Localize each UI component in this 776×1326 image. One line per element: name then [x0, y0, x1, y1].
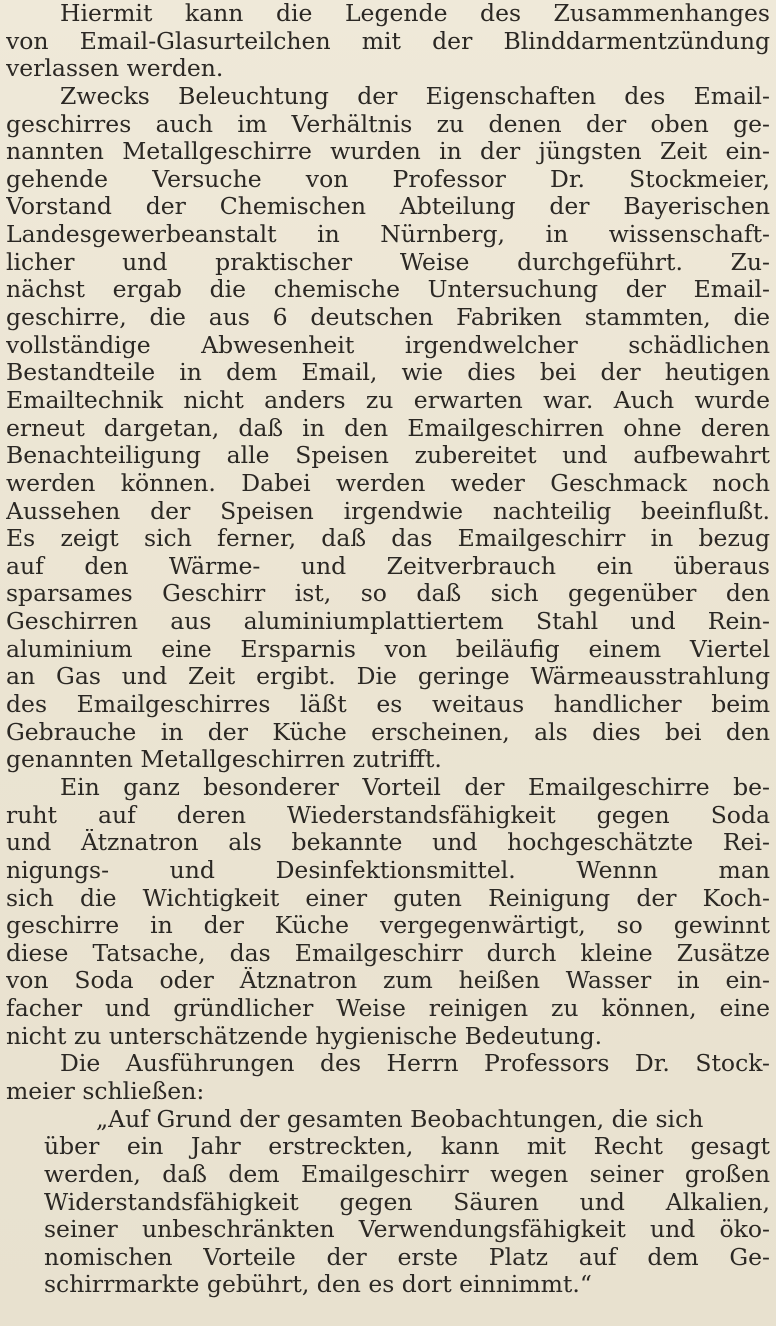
- text-line: diese Tatsache, das Emailgeschirr durch kleine Zusätze: [6, 939, 770, 967]
- text-line: an Gas und Zeit ergibt. Die geringe Wärmeausstrahlung: [6, 663, 770, 691]
- text-line: sparsames Geschirr ist, so daß sich gegenüber den: [6, 580, 770, 608]
- text-line: über ein Jahr erstreckten, kann mit Recht gesagt: [44, 1133, 770, 1161]
- text-line: Aussehen der Speisen irgendwie nachteilig beeinflußt.: [6, 497, 770, 525]
- text-line: gehende Versuche von Professor Dr. Stockmeier,: [6, 165, 770, 193]
- text-line: des Emailgeschirres läßt es weitaus handlicher beim: [6, 691, 770, 719]
- text-line: und Ätznatron als bekannte und hochgeschätzte Rei-: [6, 829, 770, 857]
- text-line: geschirre, die aus 6 deutschen Fabriken stammten, die: [6, 304, 770, 332]
- text-line: licher und praktischer Weise durchgeführt. Zu-: [6, 248, 770, 276]
- text-line: erneut dargetan, daß in den Emailgeschirren ohne deren: [6, 414, 770, 442]
- article-text: [6, 0, 770, 1299]
- text-line: nicht zu unterschätzende hygienische Bedeutung.: [6, 1022, 603, 1050]
- text-line: Bestandteile in dem Email, wie dies bei der heutigen: [6, 359, 770, 387]
- text-line: von Soda oder Ätznatron zum heißen Wasser in ein-: [6, 967, 770, 995]
- text-line: aluminium eine Ersparnis von beiläufig einem Viertel: [6, 635, 770, 663]
- text-line: Landesgewerbeanstalt in Nürnberg, in wissenschaft-: [6, 221, 770, 249]
- text-line: Geschirren aus aluminiumplattiertem Stahl und Rein-: [6, 608, 770, 636]
- text-line: auf den Wärme- und Zeitverbrauch ein überaus: [6, 552, 770, 580]
- text-line: nächst ergab die chemische Untersuchung der Email-: [6, 276, 770, 304]
- text-line: geschirre in der Küche vergegenwärtigt, so gewinnt: [6, 912, 770, 940]
- text-line: werden, daß dem Emailgeschirr wegen seiner großen: [44, 1160, 770, 1188]
- text-line: schirrmarkte gebührt, den es dort einnimmt.“: [44, 1271, 592, 1299]
- text-line: ruht auf deren Wiederstandsfähigkeit gegen Soda: [6, 801, 770, 829]
- text-line: Ein ganz besonderer Vorteil der Emailgeschirre be-: [60, 773, 770, 801]
- text-line: facher und gründlicher Weise reinigen zu können, eine: [6, 995, 770, 1023]
- text-line: Emailtechnik nicht anders zu erwarten war. Auch wurde: [6, 386, 770, 414]
- text-line: nannten Metallgeschirre wurden in der jüngsten Zeit ein-: [6, 138, 770, 166]
- text-line: nomischen Vorteile der erste Platz auf dem Ge-: [44, 1243, 770, 1271]
- text-line: Vorstand der Chemischen Abteilung der Bayerischen: [6, 193, 770, 221]
- text-line: Widerstandsfähigkeit gegen Säuren und Alkalien,: [44, 1188, 770, 1216]
- text-line: Die Ausführungen des Herrn Professors Dr. Stock-: [60, 1050, 770, 1078]
- text-line: werden können. Dabei werden weder Geschmack noch: [6, 469, 770, 497]
- text-line: Gebrauche in der Küche erscheinen, als dies bei den: [6, 718, 770, 746]
- text-line: verlassen werden.: [6, 55, 224, 83]
- text-line: genannten Metallgeschirren zutrifft.: [6, 746, 442, 774]
- text-line: Benachteiligung alle Speisen zubereitet und aufbewahrt: [6, 442, 770, 470]
- text-line: geschirres auch im Verhältnis zu denen der oben ge-: [6, 110, 770, 138]
- text-line: Es zeigt sich ferner, daß das Emailgeschirr in bezug: [6, 525, 770, 553]
- text-line: vollständige Abwesenheit irgendwelcher schädlichen: [6, 331, 770, 359]
- text-line: meier schließen:: [6, 1077, 205, 1105]
- text-line: nigungs- und Desinfektionsmittel. Wennn man: [6, 856, 770, 884]
- text-line: „Auf Grund der gesamten Beobachtungen, die sich: [96, 1105, 704, 1133]
- text-line: Zwecks Beleuchtung der Eigenschaften des Email-: [60, 82, 770, 110]
- text-line: Hiermit kann die Legende des Zusammenhanges: [60, 0, 770, 27]
- text-line: von Email-Glasurteilchen mit der Blinddarmentzündung: [6, 27, 770, 55]
- text-line: sich die Wichtigkeit einer guten Reinigung der Koch-: [6, 884, 770, 912]
- text-line: seiner unbeschränkten Verwendungsfähigkeit und öko-: [44, 1216, 770, 1244]
